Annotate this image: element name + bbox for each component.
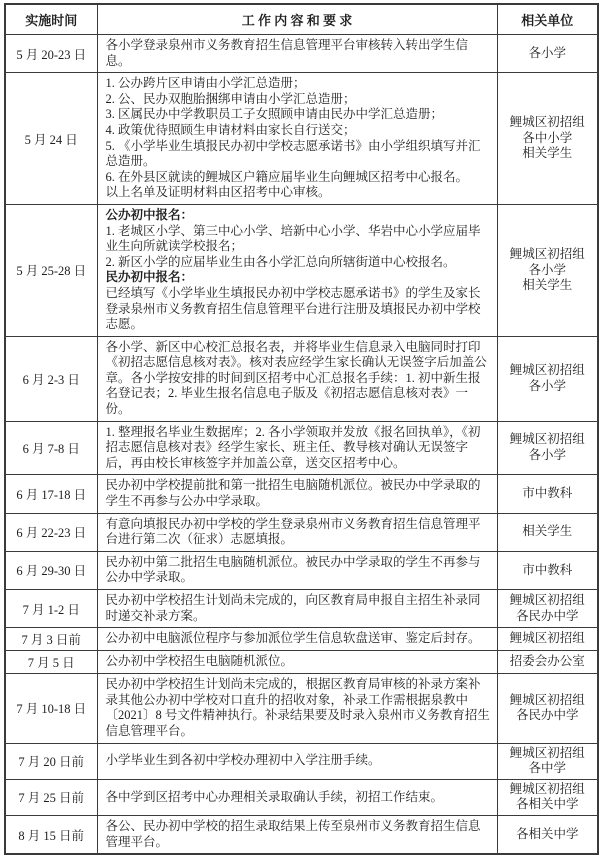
content-paragraph: 民办初中第二批招生电脑随机派位。被民办中学录取的学生不再参与公办中学录取。	[105, 554, 481, 585]
content-cell	[97, 421, 497, 475]
time-cell: 7 月 20 日前	[5, 743, 97, 779]
content-paragraph: 各小学登录泉州市义务教育招生信息管理平台审核转入转出学生信息。	[105, 38, 469, 68]
time-cell: 7 月 3 日前	[5, 628, 97, 651]
content-paragraph: 各中学到区招考中心办理相关录取确认手续，初招工作结束。	[105, 789, 444, 804]
unit-line: 市中教科	[522, 486, 573, 501]
time-cell: 7 月 5 日	[5, 651, 97, 674]
content-cell	[97, 590, 497, 628]
content-paragraph: 2. 新区小学的应届毕业生由各小学汇总向所辖街道中心校报名。	[105, 254, 456, 269]
table-row	[5, 815, 598, 854]
units-cell	[497, 590, 598, 628]
content-cell	[97, 73, 497, 205]
content-paragraph: 公办初中电脑派位程序与参加派位学生信息软盘送审、鉴定后封存。	[105, 631, 481, 646]
unit-line: 各相关中学	[515, 797, 579, 812]
units-cell	[497, 421, 598, 475]
content-paragraph: 民办初中学校招生计划尚未完成的，根据区教育局审核的补录方案补录其他公办初中学校对口直升的招收对象，补录工作需根据泉教中〔2021〕8 号文件精神执行。补录结果要及时录入泉州市义务教育招生信息管理平台。	[105, 677, 490, 738]
units-cell	[497, 204, 598, 336]
units-cell	[497, 551, 598, 589]
content-paragraph: 1. 公办跨片区申请由小学汇总造册；	[105, 76, 306, 91]
units-cell	[497, 743, 598, 779]
table-row	[5, 35, 598, 73]
table-row	[5, 590, 598, 628]
header-units: 相关单位	[497, 4, 598, 35]
table-row	[5, 651, 598, 674]
time-cell: 6 月 22-23 日	[5, 513, 97, 551]
units-cell	[497, 35, 598, 73]
units-cell	[497, 336, 598, 421]
unit-line: 各民办中学	[515, 608, 579, 623]
unit-line: 各中小学	[522, 130, 573, 145]
time-cell: 5 月 25-28 日	[5, 204, 97, 336]
content-paragraph: 6. 在外县区就读的鲤城区户籍应届毕业生向鲤城区招考中心报名。	[105, 169, 469, 184]
table-row	[5, 336, 598, 421]
table-row	[5, 421, 598, 475]
time-cell: 6 月 29-30 日	[5, 551, 97, 589]
content-cell	[97, 743, 497, 779]
table-row	[5, 513, 598, 551]
content-cell	[97, 628, 497, 651]
content-subheading: 公办初中报名：	[105, 207, 194, 222]
header-row	[5, 4, 598, 35]
unit-line: 招委会办公室	[509, 654, 585, 669]
units-cell	[497, 73, 598, 205]
unit-line: 相关学生	[522, 524, 573, 539]
content-paragraph: 各小学、新区中心校汇总报名表，并将毕业生信息录入电脑同时打印《初招志愿信息核对表》。核对表应经学生家长确认无误签字后加盖公章。各小学按安排的时间到区招考中心汇总报名手续：1. 初中新生报名登记表；2. 毕业生报名信息电子版及《初招志愿信息核对表》一份。	[105, 339, 487, 417]
content-cell	[97, 513, 497, 551]
content-paragraph: 小学毕业生到各初中学校办理初中入学注册手续。	[105, 753, 381, 768]
unit-line: 鲤城区初招组	[509, 363, 585, 378]
unit-line: 各中学	[528, 761, 566, 776]
content-paragraph: 1. 老城区小学、第三中心小学、培新中心小学、华岩中心小学应届毕业生向所就读学校报名；	[105, 223, 481, 254]
units-cell	[497, 475, 598, 513]
time-cell: 6 月 7-8 日	[5, 421, 97, 475]
table-row	[5, 475, 598, 513]
units-cell	[497, 674, 598, 743]
content-paragraph: 已经填写《小学毕业生填报民办初中学校志愿承诺书》的学生及家长登录泉州市义务教育招生信息管理平台进行注册及填报民办初中学校志愿。	[105, 285, 481, 332]
content-cell	[97, 336, 497, 421]
time-cell: 6 月 17-18 日	[5, 475, 97, 513]
content-cell	[97, 651, 497, 674]
header-time: 实施时间	[5, 4, 97, 35]
content-cell	[97, 551, 497, 589]
content-paragraph: 1. 整理报名毕业生数据库；2. 各小学领取并发放《报名回执单》，《初招志愿信息核对表》经学生家长、班主任、教导核对确认无误签字后，再由校长审核签字并加盖公章，送交区招考中心。	[105, 424, 481, 470]
table-row	[5, 551, 598, 589]
unit-line: 鲤城区初招组	[509, 745, 585, 760]
time-cell: 5 月 20-23 日	[5, 35, 97, 73]
units-cell	[497, 628, 598, 651]
table-row	[5, 674, 598, 743]
table-row	[5, 779, 598, 815]
unit-line: 各小学	[528, 378, 566, 393]
content-cell	[97, 779, 497, 815]
units-cell	[497, 651, 598, 674]
content-paragraph: 各公、民办初中学校的招生录取结果上传至泉州市义务教育招生信息管理平台。	[105, 818, 481, 849]
content-paragraph: 民办初中学校提前批和第一批招生电脑随机派位。被民办中学录取的学生不再参与公办中学录取。	[105, 478, 481, 509]
unit-line: 鲤城区初招组	[509, 631, 585, 646]
unit-line: 鲤城区初招组	[509, 115, 585, 130]
content-paragraph: 5. 《小学毕业生填报民办初中学校志愿承诺书》由小学组织填写并汇总造册。	[105, 138, 481, 169]
schedule-table	[4, 3, 599, 855]
table-row	[5, 204, 598, 336]
time-cell: 5 月 24 日	[5, 73, 97, 205]
content-subheading: 民办初中报名：	[105, 270, 194, 285]
units-cell	[497, 513, 598, 551]
units-cell	[497, 815, 598, 854]
unit-line: 各民办中学	[515, 708, 579, 723]
unit-line: 鲤城区初招组	[509, 246, 585, 261]
unit-line: 相关学生	[522, 278, 573, 293]
content-cell	[97, 35, 497, 73]
unit-line: 各小学	[528, 448, 566, 463]
content-paragraph: 2. 公、民办双胞胎捆绑申请由小学汇总造册；	[105, 91, 356, 106]
unit-line: 各小学	[528, 262, 566, 277]
unit-line: 鲤城区初招组	[509, 692, 585, 707]
content-paragraph: 4. 政策优待照顾生申请材料由家长自行送交；	[105, 122, 356, 137]
time-cell: 7 月 10-18 日	[5, 674, 97, 743]
unit-line: 鲤城区初招组	[509, 432, 585, 447]
table-row	[5, 743, 598, 779]
header-content: 工 作 内 容 和 要 求	[97, 4, 497, 35]
time-cell: 7 月 1-2 日	[5, 590, 97, 628]
unit-line: 各相关中学	[515, 826, 579, 841]
time-cell: 8 月 15 日前	[5, 815, 97, 854]
unit-line: 市中教科	[522, 562, 573, 577]
table-row	[5, 73, 598, 205]
units-cell	[497, 779, 598, 815]
content-paragraph: 公办初中学校招生电脑随机派位。	[105, 654, 294, 669]
content-cell	[97, 475, 497, 513]
unit-line: 各小学	[528, 45, 566, 60]
unit-line: 相关学生	[522, 146, 573, 161]
content-cell	[97, 674, 497, 743]
unit-line: 鲤城区初招组	[509, 781, 585, 796]
content-paragraph: 以上名单及证明材料由区招考中心审核。	[105, 185, 331, 200]
content-paragraph: 有意向填报民办初中学校的学生登录泉州市义务教育招生信息管理平台进行第二次（征求）志愿填报。	[105, 516, 481, 547]
unit-line: 鲤城区初招组	[509, 593, 585, 607]
time-cell: 7 月 25 日前	[5, 779, 97, 815]
content-cell	[97, 204, 497, 336]
time-cell: 6 月 2-3 日	[5, 336, 97, 421]
content-cell	[97, 815, 497, 854]
content-paragraph: 3. 区属民办中学教职员工子女照顾申请由民办中学汇总造册；	[105, 107, 444, 122]
content-paragraph: 民办初中学校招生计划尚未完成的，向区教育局申报自主招生补录同时递交补录方案。	[105, 593, 481, 623]
table-row	[5, 628, 598, 651]
